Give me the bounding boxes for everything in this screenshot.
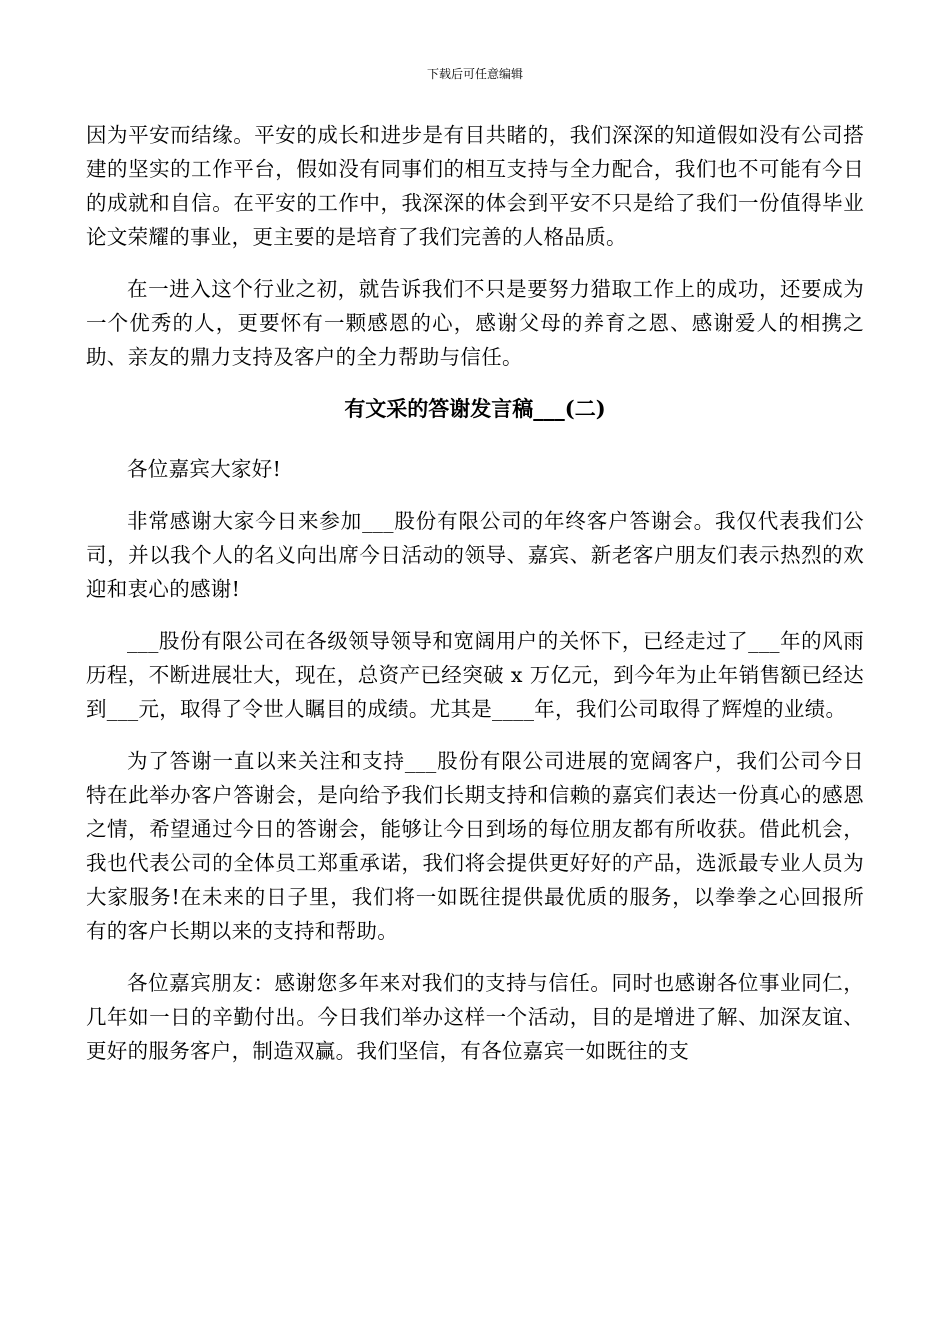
paragraph-2: 在一进入这个行业之初，就告诉我们不只是要努力猎取工作上的成功，还要成为一个优秀的人，更要怀有一颗感恩的心，感谢父母的养育之恩、感谢爱人的相携之助、亲友的鼎力支持及客户的全力帮助与信任。 bbox=[86, 277, 864, 369]
paragraph-4: 非常感谢大家今日来参加___股份有限公司的年终客户答谢会。我仅代表我们公司，并以我个人的名义向出席今日活动的领导、嘉宾、新老客户朋友们表示热烈的欢迎和衷心的感谢! bbox=[86, 509, 864, 601]
paragraph-5: ___股份有限公司在各级领导领导和宽阔用户的关怀下，已经走过了___年的风雨历程，不断进展壮大，现在，总资产已经突破 x 万亿元，到今年为止年销售额已经达到___元，取得了令世人瞩目的成绩。尤其是____年，我们公司取得了辉煌的业绩。 bbox=[86, 629, 864, 721]
section-heading: 有文采的答谢发言稿___(二) bbox=[344, 396, 606, 421]
header-note: 下载后可任意编辑 bbox=[426, 67, 523, 81]
paragraph-7: 各位嘉宾朋友：感谢您多年来对我们的支持与信任。同时也感谢各位事业同仁，几年如一日的辛勤付出。今日我们举办这样一个活动，目的是增进了解、加深友谊、更好的服务客户，制造双赢。我们坚信，有各位嘉宾一如既往的支 bbox=[86, 971, 864, 1063]
paragraph-6: 为了答谢一直以来关注和支持___股份有限公司进展的宽阔客户，我们公司今日特在此举办客户答谢会，是向给予我们长期支持和信赖的嘉宾们表达一份真心的感恩之情，希望通过今日的答谢会，能够让今日到场的每位朋友都有所收获。借此机会，我也代表公司的全体员工郑重承诺，我们将会提供更好好的产品，选派最专业人员为大家服务!在未来的日子里，我们将一如既往提供最优质的服务，以拳拳之心回报所有的客户长期以来的支持和帮助。 bbox=[86, 749, 864, 943]
paragraph-greeting: 各位嘉宾大家好! bbox=[127, 457, 282, 481]
document-body bbox=[86, 118, 864, 1086]
paragraph-1: 因为平安而结缘。平安的成长和进步是有目共睹的，我们深深的知道假如没有公司搭建的坚实的工作平台，假如没有同事们的相互支持与全力配合，我们也不可能有今日的成就和自信。在平安的工作中，我深深的体会到平安不只是给了我们一份值得毕业论文荣耀的事业，更主要的是培育了我们完善的人格品质。 bbox=[86, 123, 864, 249]
